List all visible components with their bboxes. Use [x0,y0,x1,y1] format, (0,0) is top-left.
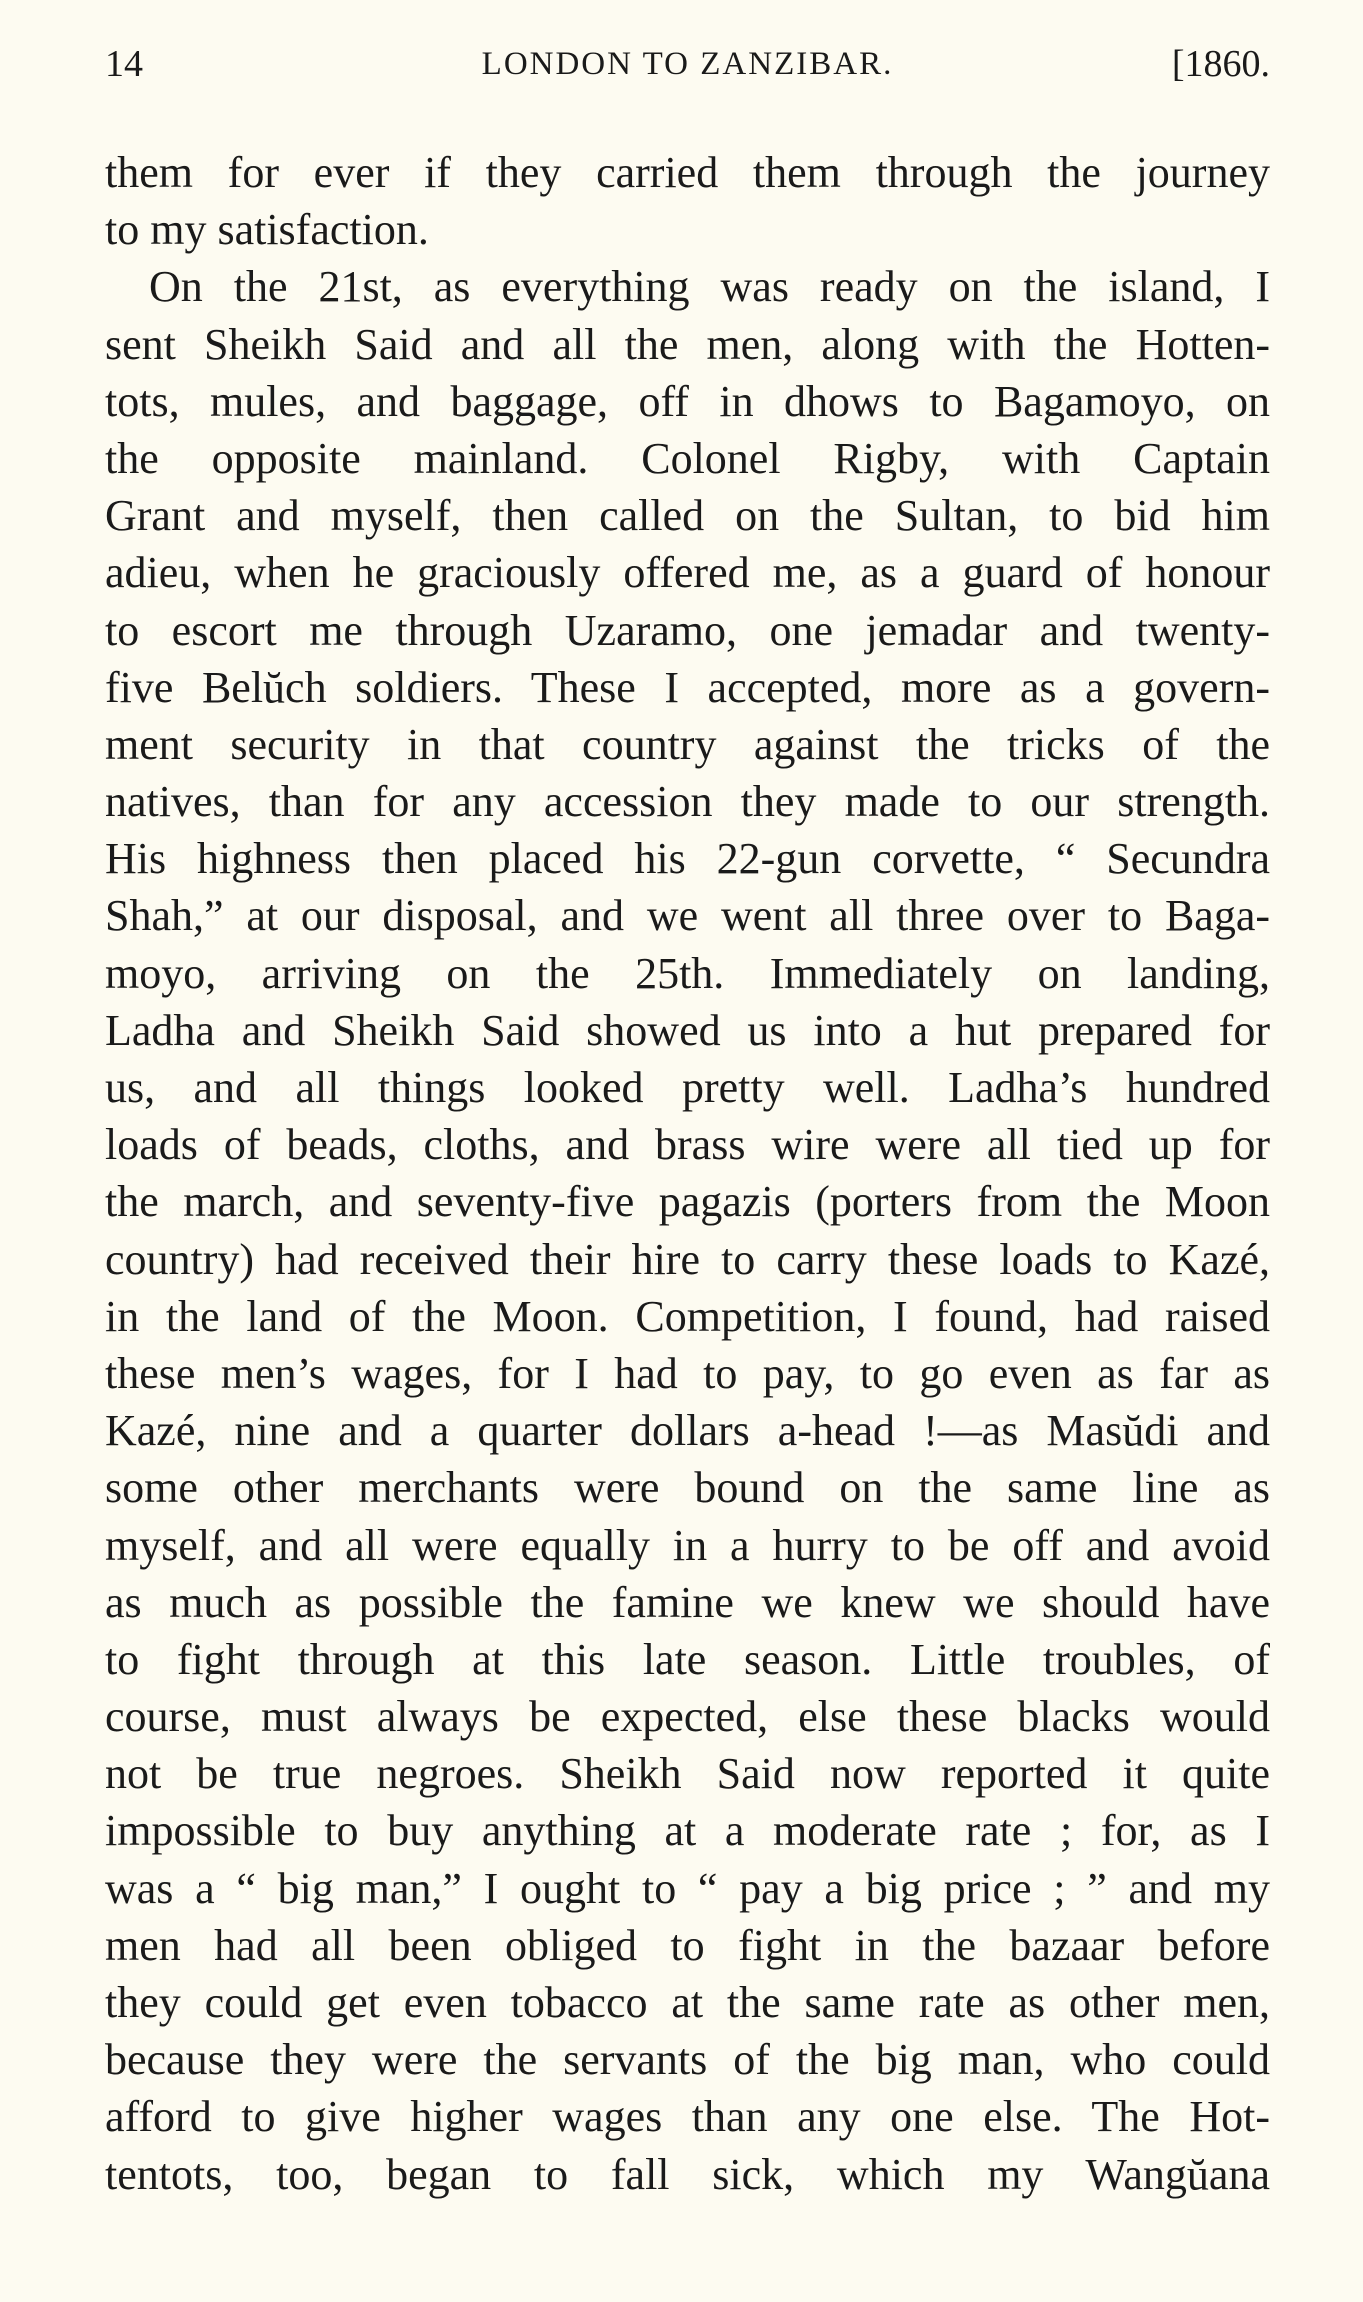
text-line: Grant and myself, then called on the Sultan, to bid him [105,491,1270,541]
text-line: was a “ big man,” I ought to “ pay a big price ; ” and my [105,1863,1270,1913]
text-line: the opposite mainland. Colonel Rigby, with Captain [105,433,1270,483]
text-line: afford to give higher wages than any one else. The Hot- [105,2092,1270,2142]
text-line: to escort me through Uzaramo, one jemadar and twenty- [105,605,1270,655]
text-line: sent Sheikh Said and all the men, along with the Hotten- [105,319,1270,369]
text-line: the march, and seventy-five pagazis (porters from the Moon [105,1177,1270,1227]
book-page [105,38,1270,2268]
body-text [105,144,1270,2203]
text-line: course, must always be expected, else these blacks would [105,1692,1270,1742]
text-line: natives, than for any accession they made to our strength. [105,777,1270,827]
text-line: myself, and all were equally in a hurry to be off and avoid [105,1520,1270,1570]
text-line: men had all been obliged to fight in the bazaar before [105,1920,1270,1970]
text-line: ment security in that country against the tricks of the [105,719,1270,769]
text-line: in the land of the Moon. Competition, I found, had raised [105,1291,1270,1341]
text-line: as much as possible the famine we knew we should have [105,1577,1270,1627]
text-line: Ladha and Sheikh Said showed us into a hut prepared for [105,1005,1270,1055]
text-line: adieu, when he graciously offered me, as a guard of honour [105,548,1270,598]
text-line: to my satisfaction. [105,205,429,255]
text-line: to fight through at this late season. Little troubles, of [105,1634,1270,1684]
text-line: some other merchants were bound on the same line as [105,1463,1270,1513]
text-line: moyo, arriving on the 25th. Immediately on landing, [105,948,1270,998]
text-line: tots, mules, and baggage, off in dhows to Bagamoyo, on [105,376,1270,426]
text-line: not be true negroes. Sheikh Said now reported it quite [105,1749,1270,1799]
text-line: His highness then placed his 22-gun corvette, “ Secundra [105,834,1270,884]
text-line: because they were the servants of the big man, who could [105,2035,1270,2085]
running-year: [1860. [1171,43,1270,85]
text-line: Shah,” at our disposal, and we went all three over to Baga- [105,891,1270,941]
text-line: them for ever if they carried them through the journey [105,148,1270,197]
text-line: Kazé, nine and a quarter dollars a-head !—as Masŭdi and [105,1406,1270,1456]
page-number: 14 [105,43,143,85]
text-line: they could get even tobacco at the same rate as other men, [105,1978,1270,2027]
text-line: loads of beads, cloths, and brass wire were all tied up for [105,1120,1270,1170]
running-head [105,38,1270,90]
text-line: us, and all things looked pretty well. Ladha’s hundred [105,1063,1270,1112]
text-line: On the 21st, as everything was ready on the island, I [149,262,1270,312]
text-line: country) had received their hire to carry these loads to Kazé, [105,1234,1270,1284]
text-line: these men’s wages, for I had to pay, to go even as far as [105,1348,1270,1398]
text-line: five Belŭch soldiers. These I accepted, more as a govern- [105,662,1270,712]
running-title: LONDON TO ZANZIBAR. [481,46,894,82]
text-line: tentots, too, began to fall sick, which my Wangŭana [105,2149,1270,2199]
text-line: impossible to buy anything at a moderate rate ; for, as I [105,1806,1270,1856]
